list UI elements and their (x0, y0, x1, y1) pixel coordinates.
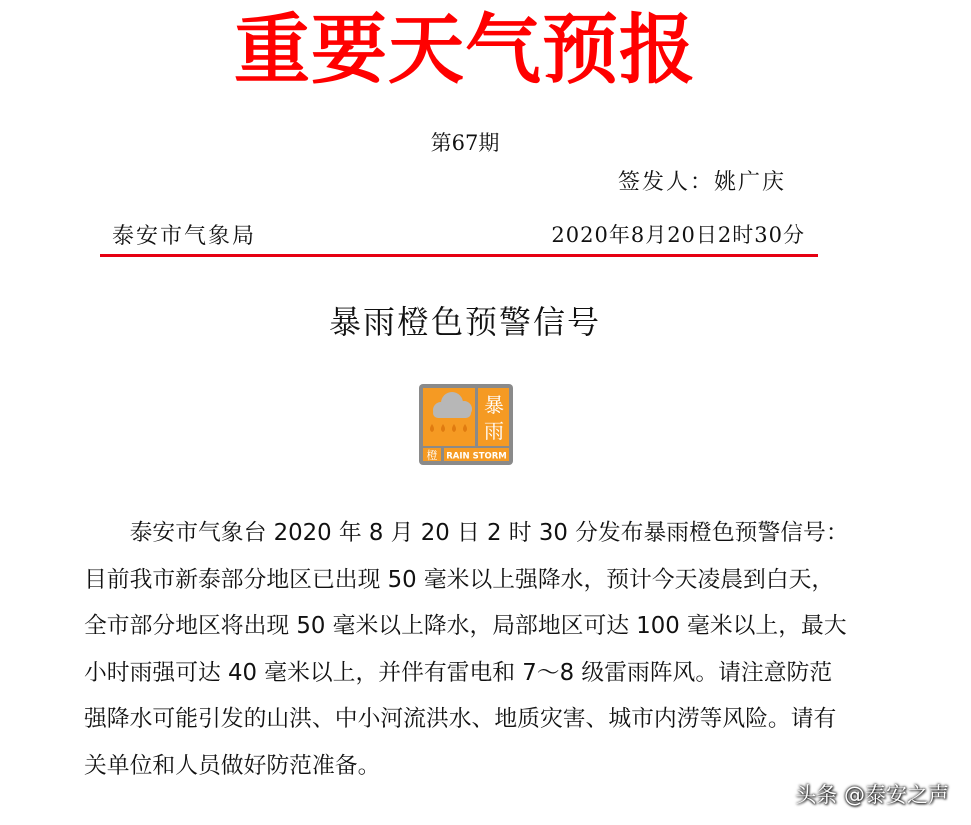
document-headline: 重要天气预报 (234, 5, 696, 94)
signal-char-top: 暴 (484, 393, 504, 417)
issue-number: 第67期 (430, 131, 500, 155)
source-watermark: 头条 @泰安之声 (795, 783, 949, 807)
issue-datetime: 2020年8月20日2时30分 (551, 223, 805, 247)
signal-level-char: 橙 (426, 449, 438, 462)
signal-title: 暴雨橙色预警信号 (328, 303, 601, 341)
warning-body-text: 泰安市气象台 2020 年 8 月 20 日 2 时 30 分发布暴雨橙色预警信号：目前我市新泰部分地区已出现 50 毫米以上强降水，预计今天凌晨到白天，全市部分地区将出现 50 毫米以上降水，局部地区可达 100 毫米以上，最大小时雨强可达 40 毫米以上，并伴有雷电和 7～8 级雷雨阵风。请注意防范强降水可能引发的山洪、中小河流洪水、地质灾害、城市内涝等风险。请有关单位和人员做好防范准备。 (84, 520, 849, 779)
header-divider (100, 254, 818, 257)
signal-char-bottom: 雨 (484, 419, 504, 443)
signer: 签发人：姚广庆 (618, 170, 787, 195)
rain-storm-orange-warning-icon (419, 384, 513, 465)
signal-caption: RAIN STORM (446, 451, 507, 462)
issuing-agency: 泰安市气象局 (112, 224, 257, 249)
